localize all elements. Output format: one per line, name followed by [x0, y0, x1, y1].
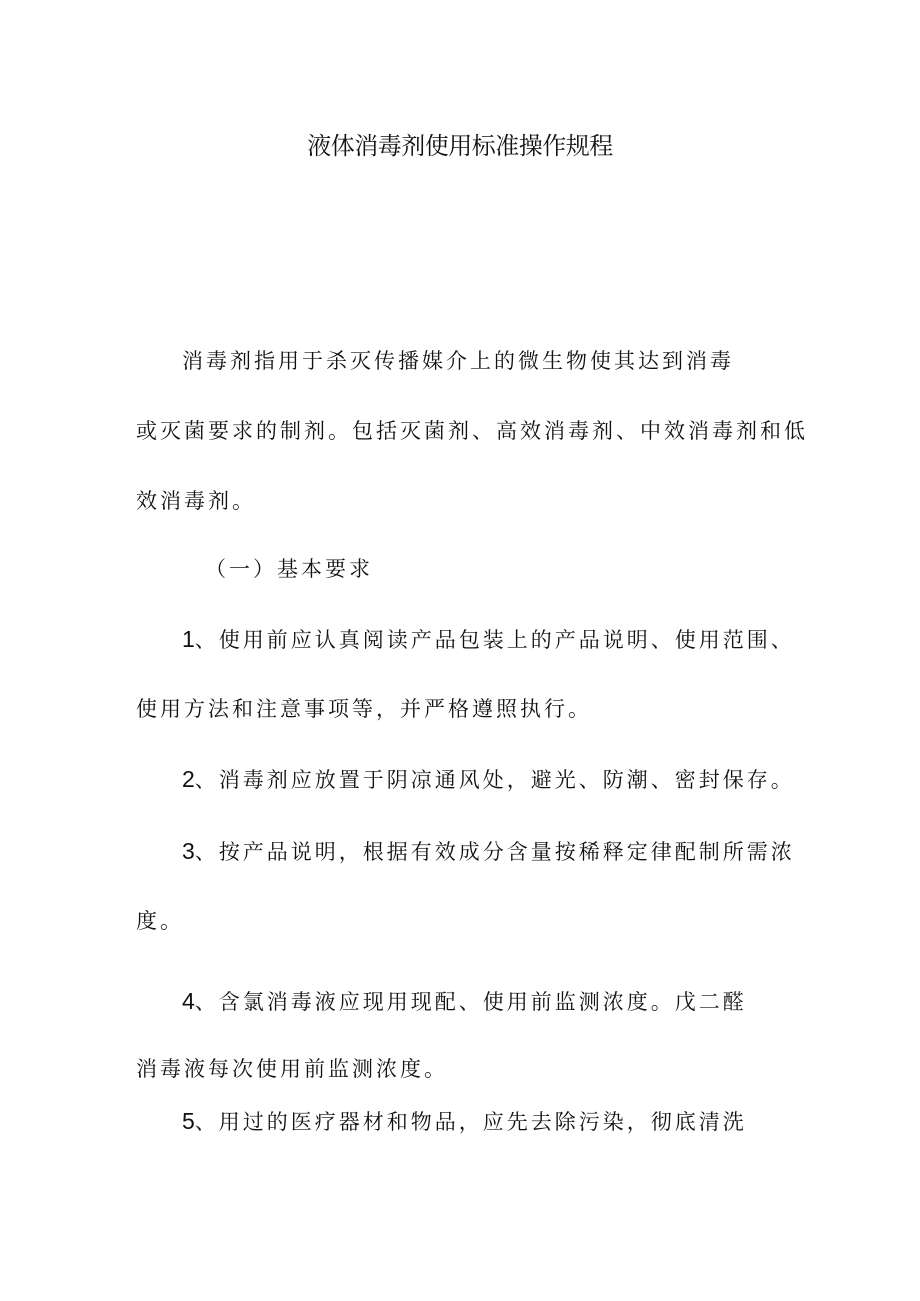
- item-3-text: 、按产品说明，根据有效成分含量按稀释定律配制所需浓: [194, 840, 795, 864]
- item-1-text: 、使用前应认真阅读产品包装上的产品说明、使用范围、: [194, 628, 795, 652]
- document-title: 液体消毒剂使用标准操作规程: [307, 132, 613, 160]
- item-4-line-1: [182, 984, 747, 1019]
- section-heading: （一）基本要求: [205, 557, 373, 581]
- item-5-text: 、用过的医疗器材和物品，应先去除污染，彻底清洗: [194, 1110, 747, 1134]
- item-4-number: 4: [182, 988, 195, 1014]
- item-1-number: 1: [182, 626, 195, 652]
- item-2-text: 、消毒剂应放置于阴凉通风处，避光、防潮、密封保存。: [194, 768, 795, 792]
- item-2-line-1: [182, 762, 795, 797]
- item-2-number: 2: [182, 766, 195, 792]
- item-1-line-1: [182, 622, 795, 657]
- item-5-line-1: [182, 1104, 747, 1139]
- item-3-line-2: 度。: [136, 909, 184, 933]
- item-3-number: 3: [182, 838, 195, 864]
- intro-line-1: 消毒剂指用于杀灭传播媒介上的微生物使其达到消毒: [182, 349, 734, 373]
- intro-line-2: 或灭菌要求的制剂。包括灭菌剂、高效消毒剂、中效消毒剂和低: [136, 419, 808, 443]
- intro-line-3: 效消毒剂。: [136, 489, 256, 513]
- item-4-text: 、含氯消毒液应现用现配、使用前监测浓度。戊二醛: [194, 990, 747, 1014]
- item-1-line-2: 使用方法和注意事项等，并严格遵照执行。: [136, 697, 592, 721]
- item-3-line-1: [182, 834, 795, 869]
- item-5-number: 5: [182, 1108, 195, 1134]
- item-4-line-2: 消毒液每次使用前监测浓度。: [136, 1057, 448, 1081]
